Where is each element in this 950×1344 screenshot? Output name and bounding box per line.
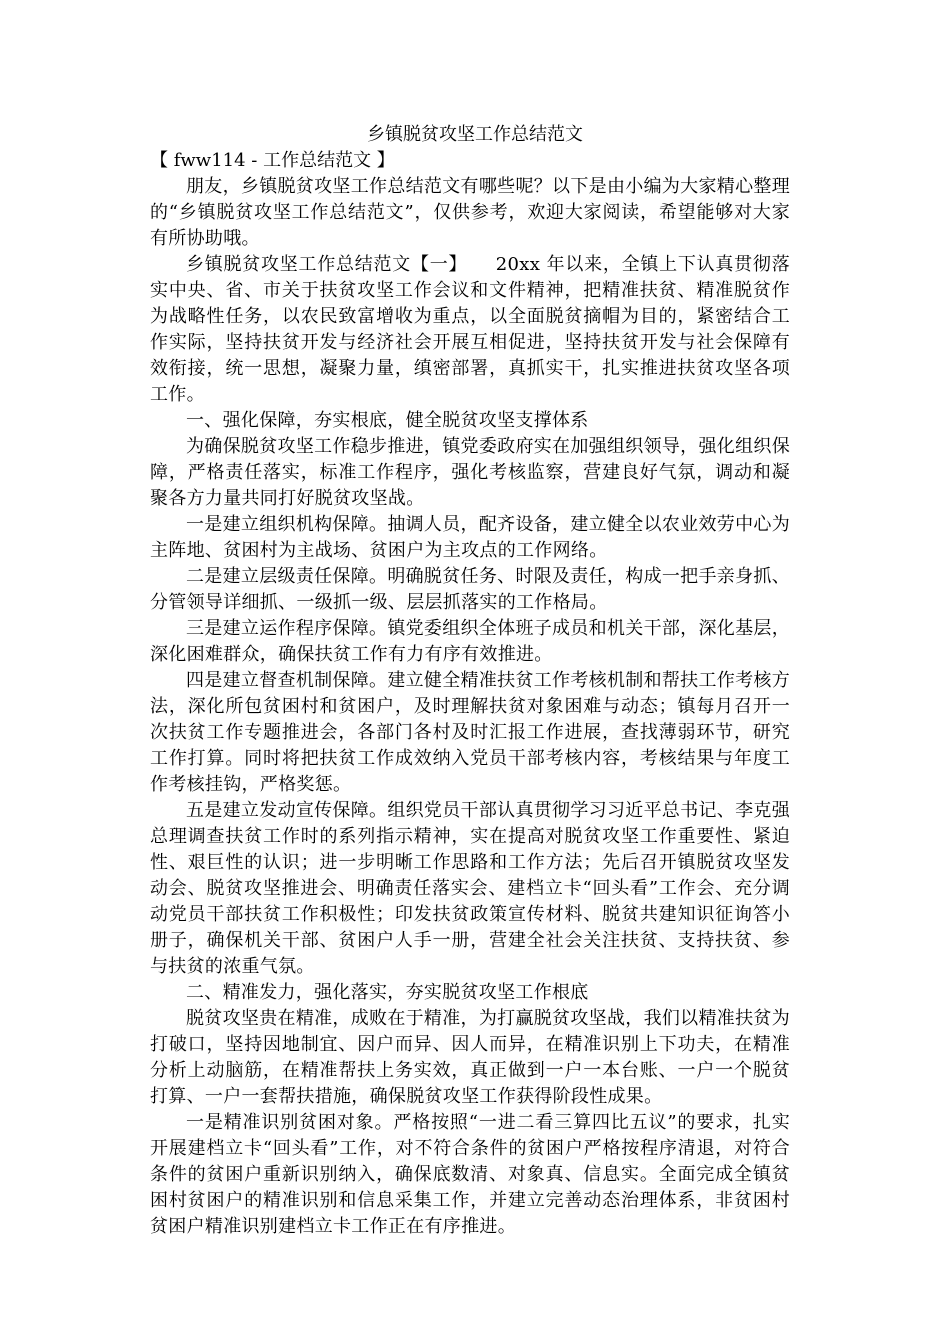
paragraph-procedure-guarantee: 三是建立运作程序保障。镇党委组织全体班子成员和机关干部，深化基层，深化困难群众，确保扶贫工作有力有序有效推进。	[150, 618, 790, 665]
paragraph-part-one-overview: 为确保脱贫攻坚工作稳步推进，镇党委政府实在加强组织领导，强化组织保障，严格责任落实，标准工作程序，强化考核监察，营建良好气氛，调动和凝聚各方力量共同打好脱贫攻坚战。	[150, 436, 790, 509]
paragraph-supervision-guarantee: 四是建立督查机制保障。建立健全精准扶贫工作考核机制和帮扶工作考核方法，深化所包贫困村和贫困户，及时理解扶贫对象困难与动态；镇每月召开一次扶贫工作专题推进会，各部门各村及时汇报工作进展，查找薄弱环节，研究工作打算。同时将把扶贫工作成效纳入党员干部考核内容，考核结果与年度工作考核挂钩，严格奖惩。	[150, 670, 790, 795]
heading-part-two: 二、精准发力，强化落实，夯实脱贫攻坚工作根底	[186, 982, 589, 1003]
paragraph-publicity-guarantee: 五是建立发动宣传保障。组织党员干部认真贯彻学习习近平总书记、李克强总理调查扶贫工作时的系列指示精神，实在提高对脱贫攻坚工作重要性、紧迫性、艰巨性的认识；进一步明晰工作思路和工作方法；先后召开镇脱贫攻坚发动会、脱贫攻坚推进会、明确责任落实会、建档立卡“回头看”工作会、充分调动党员干部扶贫工作积极性；印发扶贫政策宣传材料、脱贫共建知识征询答小册子，确保机关干部、贫困户人手一册，营建全社会关注扶贫、支持扶贫、参与扶贫的浓重气氛。	[150, 800, 790, 977]
paragraph-org-guarantee: 一是建立组织机构保障。抽调人员，配齐设备，建立健全以农业效劳中心为主阵地、贫困村为主战场、贫困户为主攻点的工作网络。	[150, 514, 790, 561]
paragraph-precise-identification: 一是精准识别贫困对象。严格按照“一进二看三算四比五议”的要求，扎实开展建档立卡“回头看”工作，对不符合条件的贫困户严格按程序清退，对符合条件的贫困户重新识别纳入，确保底数清、对象真、信息实。全面完成全镇贫困村贫困户的精准识别和信息采集工作，并建立完善动态治理体系，非贫困村贫困户精准识别建档立卡工作正在有序推进。	[150, 1112, 790, 1237]
document-tagline: 【 fww114 - 工作总结范文 】	[150, 150, 395, 171]
paragraph-intro: 朋友，乡镇脱贫攻坚工作总结范文有哪些呢？以下是由小编为大家精心整理的“乡镇脱贫攻坚工作总结范文”，仅供参考，欢迎大家阅读，希望能够对大家有所协助哦。	[150, 176, 790, 249]
paragraph-section-one-lead: 乡镇脱贫攻坚工作总结范文【一】 20xx 年以来，全镇上下认真贯彻落实中央、省、市关于扶贫攻坚工作会议和文件精神，把精准扶贫、精准脱贫作为战略性任务，以农民致富增收为重点，以全面脱贫摘帽为目的，紧密结合工作实际，坚持扶贫开发与经济社会开展互相促进，坚持扶贫开发与社会保障有效衔接，统一思想，凝聚力量，缜密部署，真抓实干，扎实推进扶贫攻坚各项工作。	[150, 254, 790, 405]
heading-part-one: 一、强化保障，夯实根底，健全脱贫攻坚支撑体系	[186, 410, 589, 431]
paragraph-part-two-overview: 脱贫攻坚贵在精准，成败在于精准，为打赢脱贫攻坚战，我们以精准扶贫为打破口，坚持因地制宜、因户而异、因人而异，在精准识别上下功夫，在精准分析上动脑筋，在精准帮扶上务实效，真正做到一户一本台账、一户一个脱贫打算、一户一套帮扶措施，确保脱贫攻坚工作获得阶段性成果。	[150, 1008, 790, 1107]
document-page	[150, 122, 790, 1240]
document-title: 乡镇脱贫攻坚工作总结范文	[367, 124, 583, 145]
paragraph-responsibility-guarantee: 二是建立层级责任保障。明确脱贫任务、时限及责任，构成一把手亲身抓、分管领导详细抓、一级抓一级、层层抓落实的工作格局。	[150, 566, 790, 613]
